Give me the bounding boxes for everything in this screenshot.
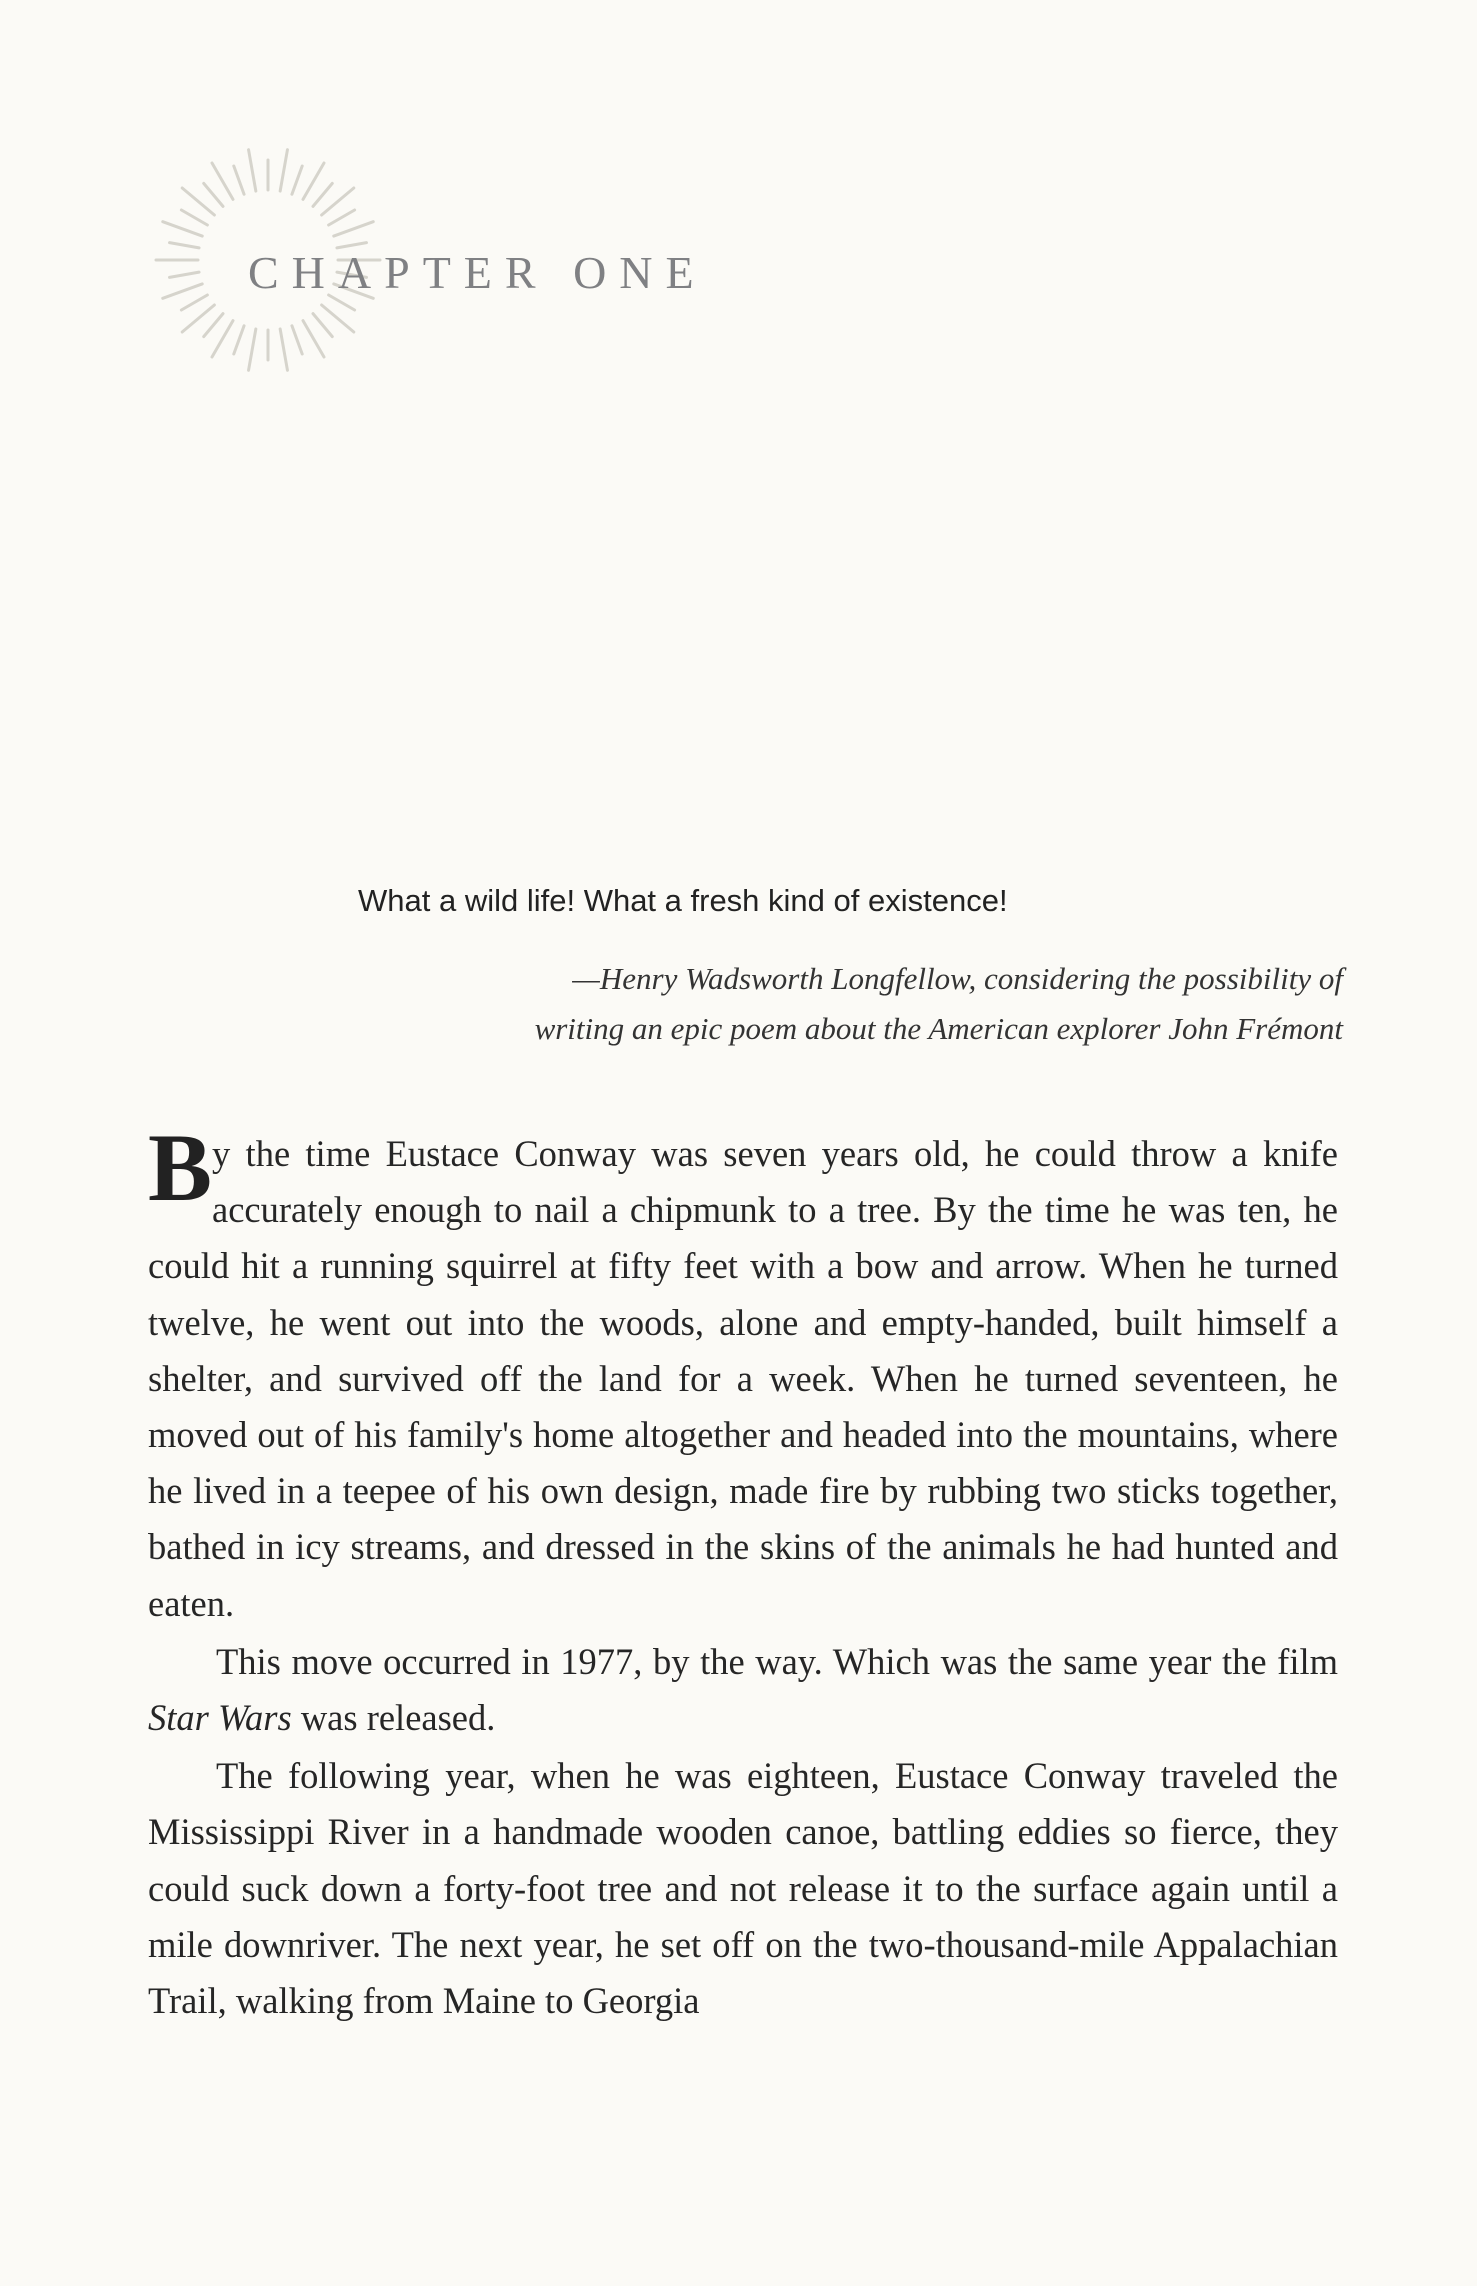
sunburst-ray — [234, 166, 244, 194]
sunburst-ray — [204, 314, 223, 337]
paragraph-2-text-before: This move occurred in 1977, by the way. Which was the same year the film — [216, 1640, 1338, 1682]
film-title: Star Wars — [148, 1697, 292, 1739]
epigraph-attribution — [343, 954, 1343, 1054]
sunburst-ray — [249, 150, 256, 191]
sunburst-ray — [280, 150, 287, 191]
epigraph-attribution-line-1: —Henry Wadsworth Longfellow, considering the possibility of — [572, 961, 1343, 996]
sunburst-ray — [313, 183, 332, 206]
sunburst-ray — [163, 284, 202, 298]
sunburst-ray — [280, 329, 287, 370]
drop-cap: B — [148, 1114, 211, 1221]
epigraph-attribution-line-2: writing an epic poem about the American explorer John Frémont — [534, 1011, 1343, 1046]
sunburst-ray — [329, 210, 355, 225]
paragraph-3: The following year, when he was eighteen, Eustace Conway traveled the Mississippi River in a handmade wooden canoe, battling eddies so fierce, they could suck down a forty-foot tree and not release it to the surface again until a mile downriver. The next year, he set off on the two-thousand-mile Appalachian Trail, walking from Maine to Georgia — [148, 1755, 1338, 2022]
sunburst-ray — [163, 222, 202, 236]
sunburst-ray — [292, 326, 302, 354]
sunburst-ray — [334, 222, 373, 236]
paragraph-2 — [148, 1634, 1338, 1746]
sunburst-ray — [249, 329, 256, 370]
paragraph-1-text: y the time Eustace Conway was seven years old, he could throw a knife accurately enough to nail a chipmunk to a tree. By the time he was ten, he could hit a running squirrel at fifty feet with a bow and arrow. When he turned twelve, he went out into the woods, alone and empty-handed, built himself a shelter, and survived off the land for a week. When he turned seventeen, he moved out of his family's home altogether and headed into the mountains, where he lived in a teepee of his own design, made fire by rubbing two sticks together, bathed in icy streams, and dressed in the skins of the animals he had hunted and eaten. — [148, 1133, 1338, 1624]
sunburst-ray — [212, 321, 233, 357]
sunburst-ray — [170, 243, 200, 248]
sunburst-ray — [212, 163, 233, 199]
chapter-body — [148, 1114, 1338, 2029]
sunburst-ray — [313, 314, 332, 337]
sunburst-ray — [170, 272, 200, 277]
sunburst-ray — [292, 166, 302, 194]
chapter-title: CHAPTER ONE — [248, 247, 707, 298]
paragraph-2-text-after: was released. — [291, 1697, 496, 1739]
sunburst-ray — [181, 210, 207, 225]
sunburst-ray — [303, 321, 324, 357]
sunburst-ray — [303, 163, 324, 199]
sunburst-ray — [204, 183, 223, 206]
paragraph-1 — [148, 1114, 1338, 1632]
sunburst-ray — [181, 295, 207, 310]
sunburst-ray — [234, 326, 244, 354]
epigraph-quote: What a wild life! What a fresh kind of existence! — [358, 883, 1008, 918]
